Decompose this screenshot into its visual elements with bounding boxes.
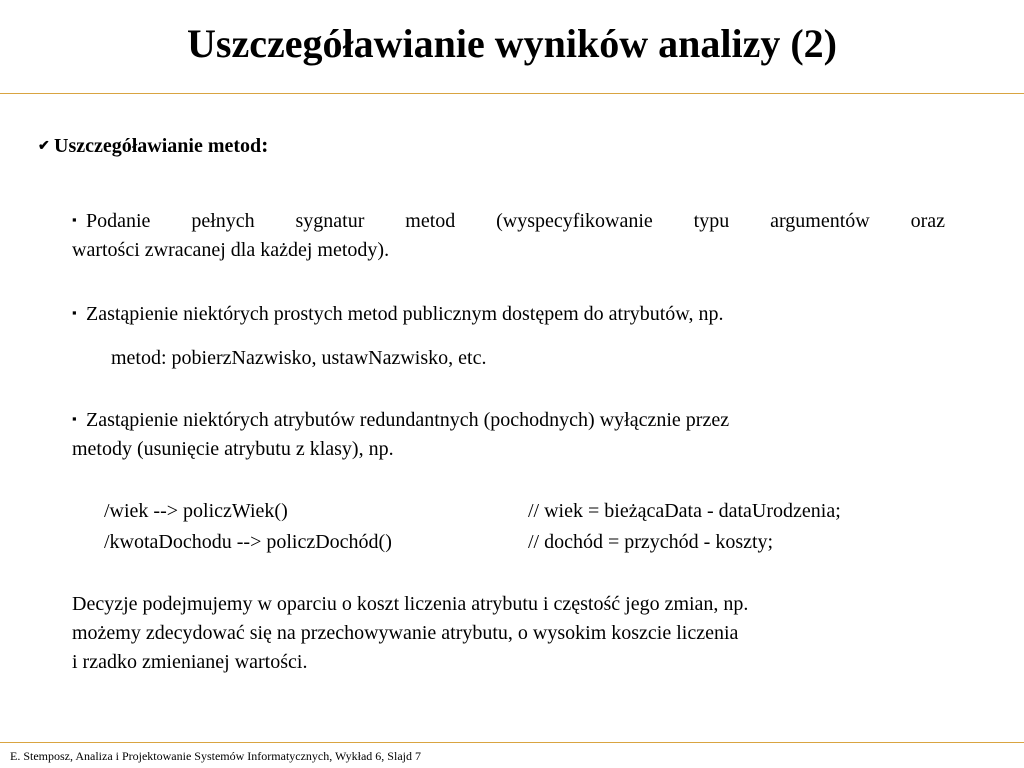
footer-divider (0, 742, 1024, 743)
bullet-marker: ▪ (72, 212, 77, 227)
bullet-item-1-line2: wartości zwracanej dla każdej metody). (72, 239, 390, 261)
conclusion-line-2: możemy zdecydować się na przechowywanie atrybutu, o wysokim koszcie liczenia (72, 622, 739, 644)
bullet-item-1 (72, 205, 945, 265)
bullet-item-2 (72, 298, 945, 329)
section-heading-text: Uszczegóławianie metod (54, 135, 262, 157)
section-heading (38, 132, 269, 160)
section-heading-colon: : (261, 132, 269, 157)
title-divider (0, 93, 1024, 94)
bullet-item-3 (72, 404, 945, 464)
bullet-item-3-line2: metody (usunięcie atrybutu z klasy), np. (72, 438, 394, 460)
code-line-1-comment: // wiek = bieżącaData - dataUrodzenia; (528, 500, 841, 522)
bullet-item-2-line1: Zastąpienie niektórych prostych metod publicznym dostępem do atrybutów, np. (86, 303, 724, 325)
conclusion-paragraph (72, 590, 945, 677)
code-line-2-left: /kwotaDochodu --> policzDochód() (104, 531, 392, 553)
code-line-2-comment: // dochód = przychód - koszty; (528, 531, 774, 553)
conclusion-line-1: Decyzje podejmujemy w oparciu o koszt liczenia atrybutu i częstość jego zmian, np. (72, 593, 749, 615)
check-icon: ✔ (38, 139, 50, 154)
bullet-marker: ▪ (72, 305, 77, 320)
bullet-item-2-line2: metod: pobierzNazwisko, ustawNazwisko, etc. (111, 347, 487, 369)
conclusion-line-3: i rzadko zmienianej wartości. (72, 651, 308, 673)
bullet-item-3-line1: ▪ Zastąpienie niektórych atrybutów redundantnych (pochodnych) wyłącznie przez (72, 404, 945, 435)
slide-title: Uszczegóławianie wyników analizy (2) (187, 21, 837, 66)
code-line-1-left: /wiek --> policzWiek() (104, 500, 288, 522)
bullet-marker: ▪ (72, 411, 77, 426)
bullet-item-1-line1: ▪ Podanie pełnych sygnatur metod (wyspecyfikowanie typu argumentów oraz (72, 205, 945, 236)
footer-text: E. Stemposz, Analiza i Projektowanie Systemów Informatycznych, Wykład 6, Slajd 7 (10, 749, 421, 763)
